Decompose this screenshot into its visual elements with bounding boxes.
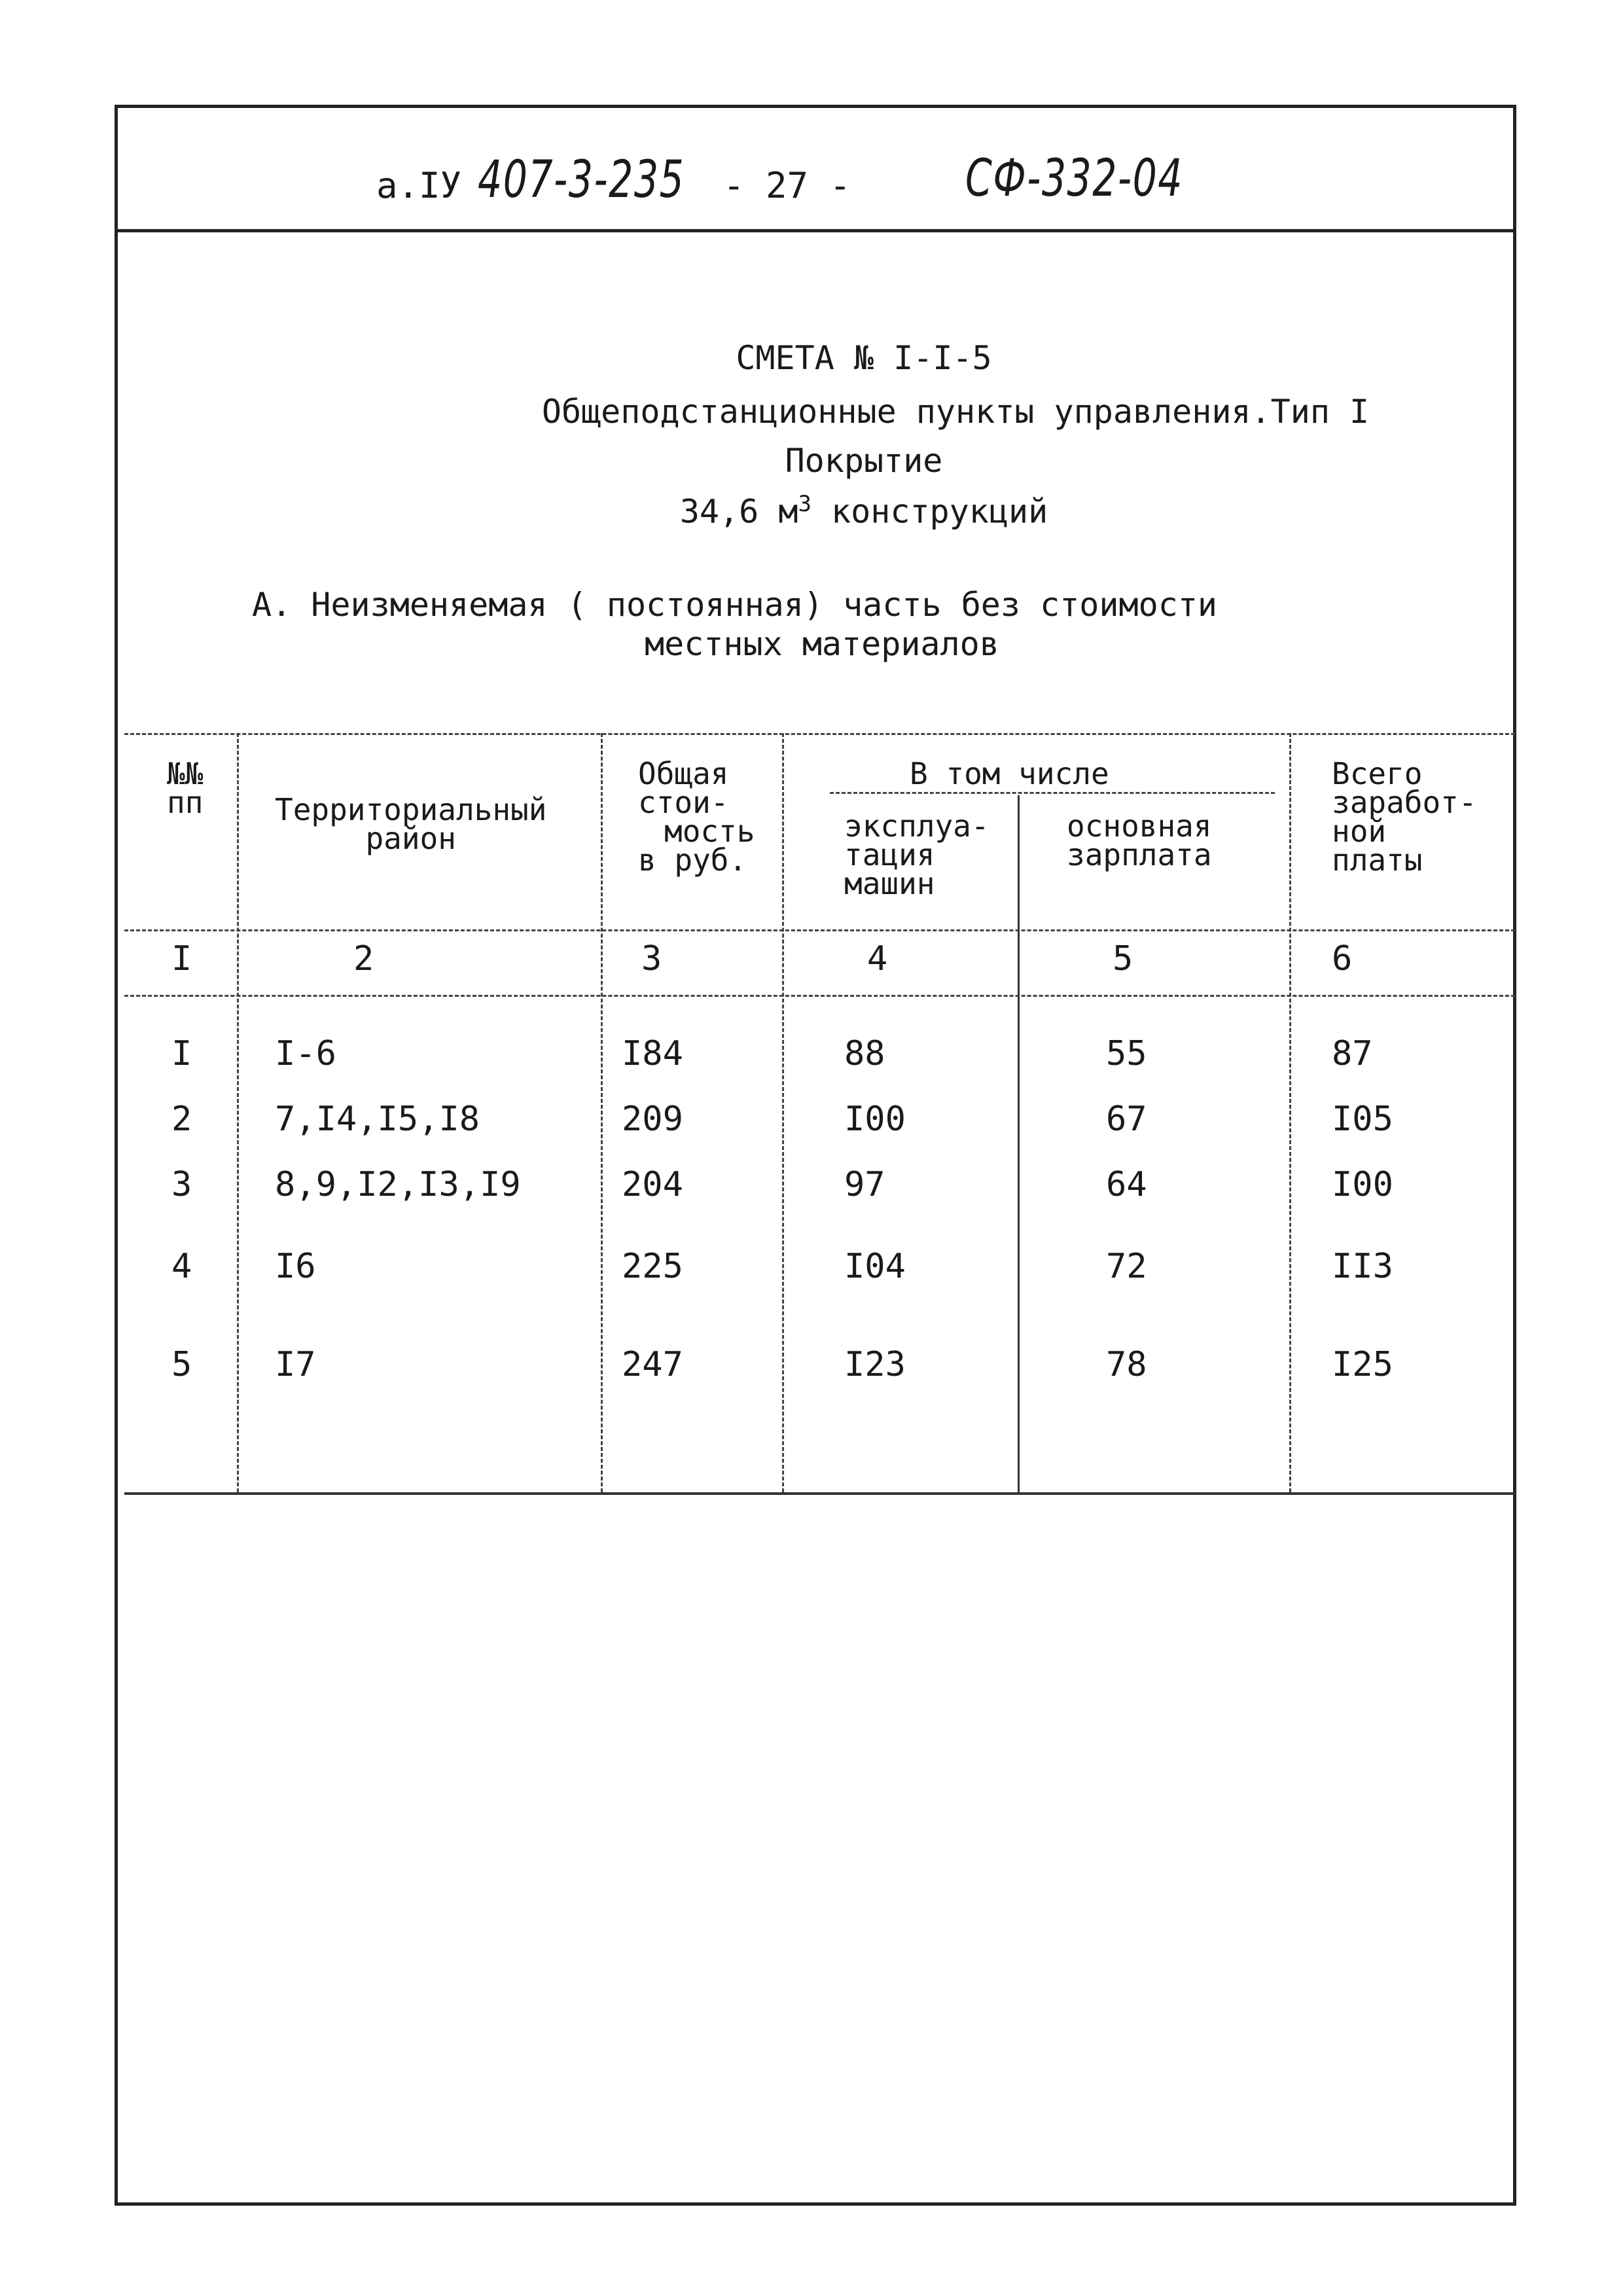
header-col4-line: машин xyxy=(844,866,935,901)
page-number: - 27 - xyxy=(723,165,851,206)
doc-code: СФ-332-04 xyxy=(965,149,1184,208)
column-number: 4 xyxy=(867,939,888,978)
table-top-rule xyxy=(124,733,1515,735)
group-rule xyxy=(830,792,1275,794)
section-heading: А. Неизменяемая ( постоянная) часть без стоимости xyxy=(252,586,1218,624)
row-total-wage: I00 xyxy=(1332,1165,1393,1204)
col-divider-1 xyxy=(237,733,239,1492)
col-divider-5 xyxy=(1289,733,1291,1492)
column-number: 2 xyxy=(353,939,374,978)
row-total-wage: 87 xyxy=(1332,1034,1373,1073)
col-divider-3 xyxy=(782,733,784,1492)
row-district: 8,9,I2,I3,I9 xyxy=(275,1165,521,1204)
header-col6-line: заработ- xyxy=(1332,785,1477,820)
row-total-wage: I05 xyxy=(1332,1100,1393,1139)
row-base-wage: 78 xyxy=(1106,1345,1147,1384)
volume-unit: конструкций xyxy=(811,492,1048,531)
row-index: 2 xyxy=(171,1100,192,1139)
header-col1-line: №№ xyxy=(167,756,204,791)
header-col2-line: район xyxy=(365,821,456,856)
colnum-bottom-rule xyxy=(124,995,1515,997)
estimate-title: СМЕТА № I-I-5 xyxy=(736,339,992,377)
row-total-cost: 209 xyxy=(622,1100,683,1139)
row-total-cost: 247 xyxy=(622,1345,683,1384)
row-base-wage: 67 xyxy=(1106,1100,1147,1139)
row-base-wage: 55 xyxy=(1106,1034,1147,1073)
header-col3-line: Общая xyxy=(638,756,729,791)
column-number: 6 xyxy=(1332,939,1353,978)
header-stamp xyxy=(115,105,1516,232)
volume-exponent: 3 xyxy=(798,491,812,517)
row-machine-cost: I23 xyxy=(844,1345,906,1384)
header-bottom-rule xyxy=(124,929,1515,931)
section-heading-cont: местных материалов xyxy=(645,625,999,663)
estimate-part: Покрытие xyxy=(785,442,943,480)
row-index: I xyxy=(171,1034,192,1073)
row-machine-cost: I04 xyxy=(844,1247,906,1286)
col-divider-2 xyxy=(601,733,603,1492)
header-col3 xyxy=(638,756,755,878)
header-col6 xyxy=(1332,756,1477,878)
col-divider-4 xyxy=(1018,795,1020,1492)
row-base-wage: 64 xyxy=(1106,1165,1147,1204)
row-district: I7 xyxy=(275,1345,316,1384)
row-base-wage: 72 xyxy=(1106,1247,1147,1286)
row-total-cost: 204 xyxy=(622,1165,683,1204)
row-machine-cost: 97 xyxy=(844,1165,885,1204)
column-number: 3 xyxy=(641,939,662,978)
header-col1 xyxy=(167,756,204,820)
header-col2 xyxy=(275,792,547,856)
volume-value: 34,6 м xyxy=(679,492,798,531)
column-number: I xyxy=(171,939,192,978)
row-index: 4 xyxy=(171,1247,192,1286)
header-col3-line: в руб. xyxy=(638,842,747,878)
header-col5 xyxy=(1067,808,1212,872)
doc-number: 407-3-235 xyxy=(478,151,685,209)
estimate-subject: Общеподстанционные пункты управления.Тип I xyxy=(541,393,1370,431)
row-total-wage: I25 xyxy=(1332,1345,1393,1384)
estimate-volume xyxy=(52,491,1623,531)
row-district: I-6 xyxy=(275,1034,336,1073)
header-col4-line: тация xyxy=(844,837,935,872)
column-number: 5 xyxy=(1113,939,1133,978)
row-machine-cost: I00 xyxy=(844,1100,906,1139)
header-col6-line: Всего xyxy=(1332,756,1423,791)
row-total-cost: 225 xyxy=(622,1247,683,1286)
row-machine-cost: 88 xyxy=(844,1034,885,1073)
header-col4 xyxy=(844,808,990,901)
table-bottom-rule xyxy=(124,1492,1515,1495)
header-col5-line: зарплата xyxy=(1067,837,1212,872)
row-total-cost: I84 xyxy=(622,1034,683,1073)
row-district: 7,I4,I5,I8 xyxy=(275,1100,480,1139)
header-col3-line: мость xyxy=(664,814,755,849)
header-col2-line: Территориальный xyxy=(275,792,547,827)
header-col6-line: платы xyxy=(1332,842,1423,878)
header-col4-line: эксплуа- xyxy=(844,808,990,844)
row-district: I6 xyxy=(275,1247,316,1286)
header-col1-line: пп xyxy=(167,785,204,820)
row-index: 3 xyxy=(171,1165,192,1204)
row-index: 5 xyxy=(171,1345,192,1384)
header-group: В том числе xyxy=(910,756,1109,791)
row-total-wage: II3 xyxy=(1332,1247,1393,1286)
doc-prefix: а.IУ xyxy=(376,165,462,206)
header-col3-line: стои- xyxy=(638,785,729,820)
header-col6-line: ной xyxy=(1332,814,1387,849)
header-col5-line: основная xyxy=(1067,808,1212,844)
